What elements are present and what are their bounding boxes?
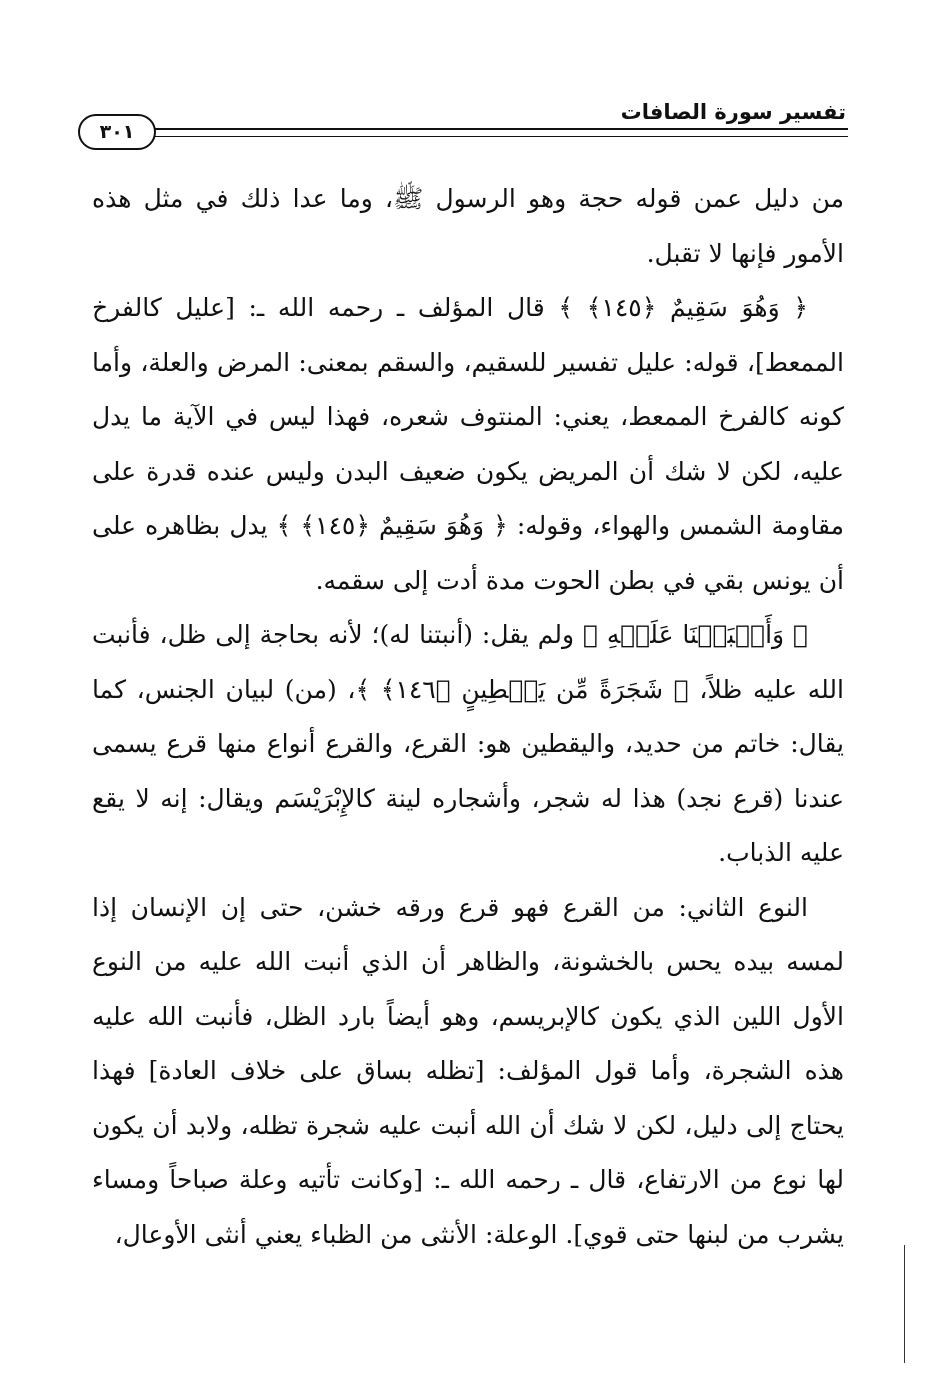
- page-number: ٣٠١: [78, 114, 156, 150]
- paragraph-4: النوع الثاني: من القرع فهو قرع ورقه خشن، حتى إن الإنسان إذا لمسه بيده يحس بالخشونة، والظاهر أن الذي أنبت الله عليه من النوع الأول اللين الذي يكون كالإبريسم، وهو أيضاً بارد الظل، فأنبت الله عليه هذه الشجرة، وأما قول المؤلف: [تظله بساق على خلاف العادة] فهذا يحتاج إلى دليل، لكن لا شك أن الله أنبت عليه شجرة تظله، ولابد أن يكون لها نوع من الارتفاع، قال ـ رحمه الله ـ: [وكانت تأتيه وعلة صباحاً ومساء يشرب من لبنها حتى قوي]. الوعلة: الأنثى من الظباء يعني أنثى الأوعال،: [92, 892, 844, 1249]
- running-title: تفسير سورة الصافات: [620, 100, 846, 124]
- paragraph-3: ﴿ وَأَنۢبَتۡنَا عَلَيۡهِ ﴾ ولم يقل: (أنبتنا له)؛ لأنه بحاجة إلى ظل، فأنبت الله عليه ظلاً، ﴿ شَجَرَةً مِّن يَقۡطِينٍ ﴿١٤٦﴾ ﴾، (من) لبيان الجنس، كما يقال: خاتم من حديد، واليقطين هو: القرع، والقرع أنواع منها قرع يسمى عندنا (قرع نجد) هذا له شجر، وأشجاره لينة كالإِبْرَيْسَم ويقال: إنه لا يقع عليه الذباب.: [92, 620, 844, 867]
- margin-rule: [904, 1245, 905, 1363]
- paragraph-2: ﴿ وَهُوَ سَقِيمٌ ﴿١٤٥﴾ ﴾ قال المؤلف ـ رحمه الله ـ: [عليل كالفرخ الممعط]، قوله: عليل تفسير للسقيم، والسقم بمعنى: المرض والعلة، وأما كونه كالفرخ الممعط، يعني: المنتوف شعره، فهذا ليس في الآية ما يدل عليه، لكن لا شك أن المريض يكون ضعيف البدن وليس عنده قدرة على مقاومة الشمس والهواء، وقوله: ﴿ وَهُوَ سَقِيمٌ ﴿١٤٥﴾ ﴾ يدل بظاهره على أن يونس بقي في بطن الحوت مدة أدت إلى سقمه.: [92, 293, 844, 595]
- body-text: [92, 172, 844, 1262]
- header-rule: [140, 128, 848, 137]
- page-header: [78, 96, 848, 156]
- paragraph-1: من دليل عمن قوله حجة وهو الرسول ﷺ، وما عدا ذلك في مثل هذه الأمور فإنها لا تقبل.: [92, 184, 844, 268]
